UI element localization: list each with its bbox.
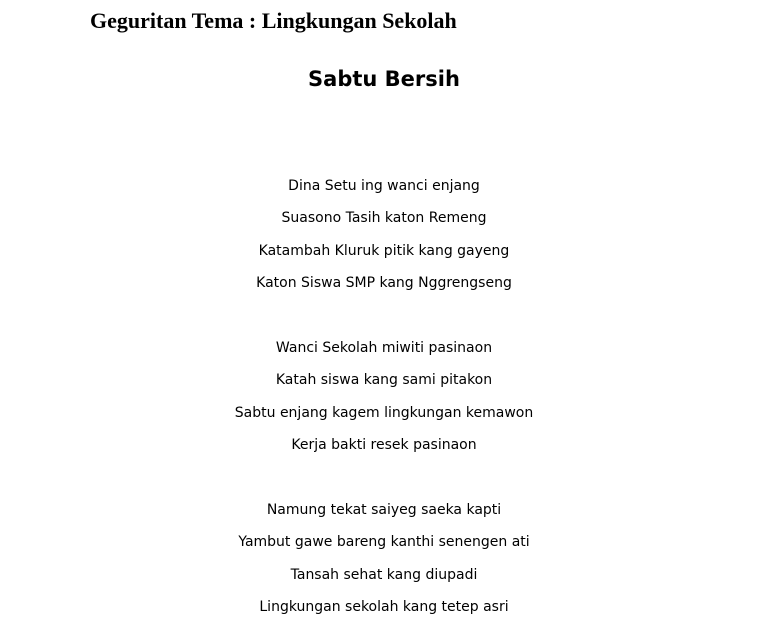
poem-line: Wanci Sekolah miwiti pasinaon <box>275 340 493 356</box>
poem-line: Katon Siswa SMP kang Nggrengseng <box>256 275 512 292</box>
poem-line: Dina Setu ing wanci enjang <box>288 178 480 194</box>
poem-line: Yambut gawe bareng kanthi senengen ati <box>238 534 530 551</box>
poem-line: Kerja bakti resek pasinaon <box>291 437 477 454</box>
stanza-1 <box>0 173 768 303</box>
stanza-2 <box>0 335 768 465</box>
poem-line: Tansah sehat kang diupadi <box>290 566 478 583</box>
poem-title: Sabtu Bersih <box>308 67 460 91</box>
poem-line: Katambah Kluruk pitik kang gayeng <box>258 242 510 259</box>
stanza-3 <box>0 497 768 627</box>
poem-line: Sabtu enjang kagem lingkungan kemawon <box>234 404 534 421</box>
poem-line: Lingkungan sekolah kang tetep asri <box>259 599 509 616</box>
poem-line: Namung tekat saiyeg saeka kapti <box>266 502 502 518</box>
poem-line: Katah siswa kang sami pitakon <box>275 372 493 389</box>
poem-line: Suasono Tasih katon Remeng <box>281 210 487 227</box>
document-heading: Geguritan Tema : Lingkungan Sekolah <box>90 8 457 33</box>
